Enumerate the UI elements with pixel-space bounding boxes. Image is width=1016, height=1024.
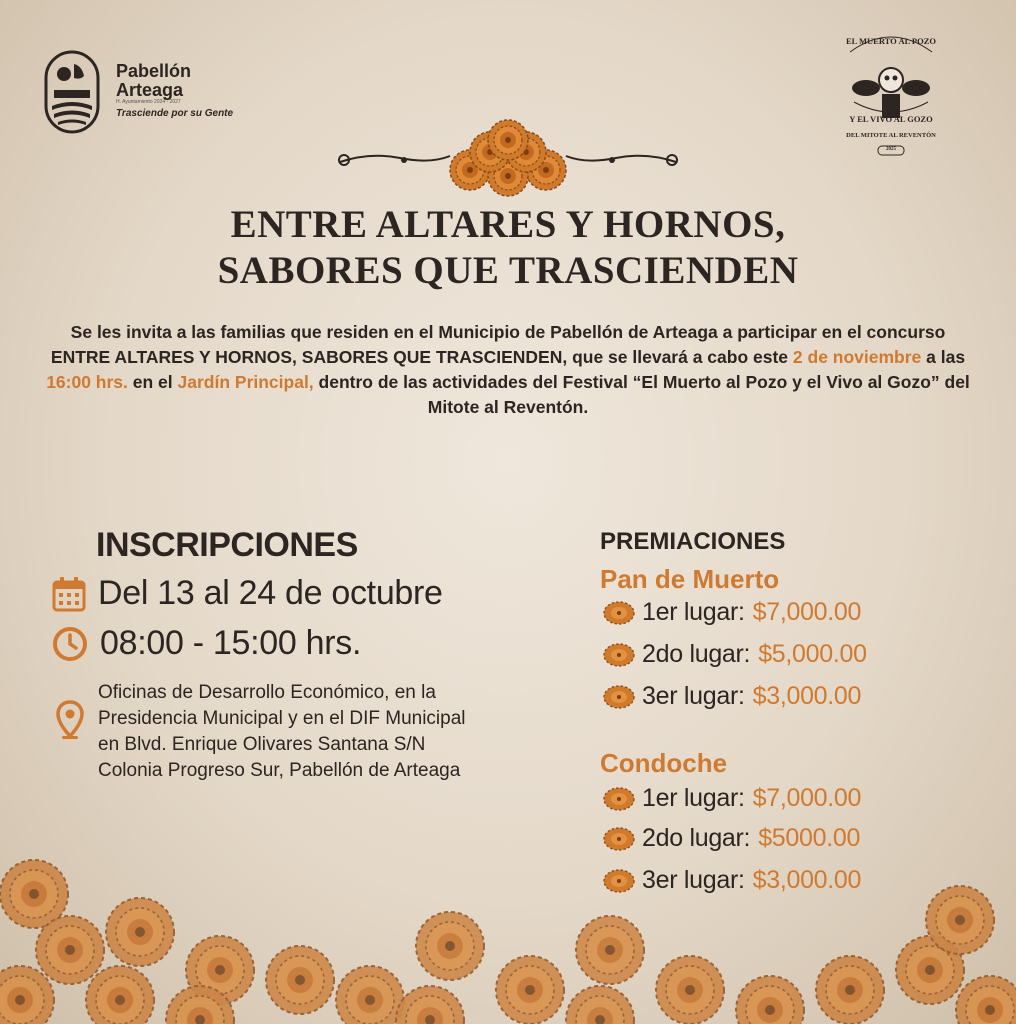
- title-line-1: ENTRE ALTARES Y HORNOS,: [230, 203, 786, 246]
- inscripciones-title: INSCRIPCIONES: [96, 526, 358, 564]
- category-condoche: Condoche: [600, 748, 728, 778]
- brand-slogan: Trasciende por su Gente: [116, 108, 234, 119]
- brand-subtitle: H. Ayuntamiento 2024 - 2027: [116, 99, 181, 105]
- seal-top-text: EL MUERTO AL POZO: [846, 36, 936, 46]
- marigold-ornament-icon: [330, 110, 686, 200]
- prize-row: [602, 640, 867, 669]
- marigold-icon: [602, 642, 636, 668]
- marigold-icon: [602, 684, 636, 710]
- prize-amount: $5,000.00: [758, 640, 867, 668]
- invitation-text: Se les invita a las familias que residen en el Municipio de Pabellón de Arteaga a participar en el concurso ENTRE ALTARES Y HORNOS, SABORES QUE TRASCIENDEN, que se llevará a cabo este 2 de noviembre a las 16:00 hrs. en el Jardín Principal, dentro de las actividades del Festival “El Muerto al Pozo y el Vivo al Gozo” del Mitote al Reventón.: [46, 322, 970, 417]
- registration-hours: [52, 624, 361, 663]
- seal-bottom-text: DEL MITOTE AL REVENTÓN: [846, 132, 936, 139]
- municipal-emblem-icon: [44, 50, 100, 134]
- premiaciones-title: PREMIACIONES: [600, 528, 786, 555]
- prize-amount: $3,000.00: [752, 682, 862, 710]
- prize-row: [602, 682, 861, 711]
- brand-name: Pabellón Arteaga: [116, 61, 192, 100]
- calendar-icon: [52, 576, 86, 612]
- prize-amount: $3,000.00: [752, 866, 862, 894]
- festival-seal: [836, 22, 946, 156]
- marigold-icon: [602, 826, 636, 852]
- prize-place: 3er lugar:: [642, 866, 745, 894]
- title-line-2: SABORES QUE TRASCIENDEN: [217, 249, 799, 292]
- prize-row: [602, 824, 860, 853]
- registration-address: Oficinas de Desarrollo Económico, en la Presidencia Municipal y en el DIF Municipal en Blvd. Enrique Olivares Santana S/N Colonia Progreso Sur, Pabellón de Arteaga: [98, 682, 466, 781]
- municipal-logo: [44, 50, 234, 140]
- prize-place: 1er lugar:: [642, 598, 745, 626]
- prize-amount: $7,000.00: [752, 598, 862, 626]
- location-pin-icon: [56, 700, 84, 740]
- prize-place: 3er lugar:: [642, 682, 745, 710]
- clock-icon: [52, 626, 88, 662]
- event-place: Jardín Principal,: [177, 372, 314, 392]
- event-date: 2 de noviembre: [792, 347, 922, 367]
- registration-dates-text: Del 13 al 24 de octubre: [98, 574, 443, 612]
- prize-amount: $5000.00: [758, 824, 861, 852]
- registration-hours-text: 08:00 - 15:00 hrs.: [100, 624, 362, 662]
- event-time: 16:00 hrs.: [46, 372, 128, 392]
- marigold-icon: [602, 786, 636, 812]
- prize-row: [602, 784, 861, 813]
- seal-middle-text: Y EL VIVO AL GOZO: [849, 114, 933, 124]
- prize-place: 2do lugar:: [642, 640, 751, 668]
- registration-dates: [52, 574, 443, 613]
- prize-amount: $7,000.00: [752, 784, 862, 812]
- seal-year: 2025: [886, 147, 896, 152]
- marigold-border-icon: [0, 850, 1016, 1024]
- marigold-icon: [602, 600, 636, 626]
- prize-place: 2do lugar:: [642, 824, 751, 852]
- prize-row: [602, 598, 861, 627]
- prize-place: 1er lugar:: [642, 784, 745, 812]
- category-pan-de-muerto: Pan de Muerto: [600, 564, 780, 594]
- event-title: [0, 202, 1016, 294]
